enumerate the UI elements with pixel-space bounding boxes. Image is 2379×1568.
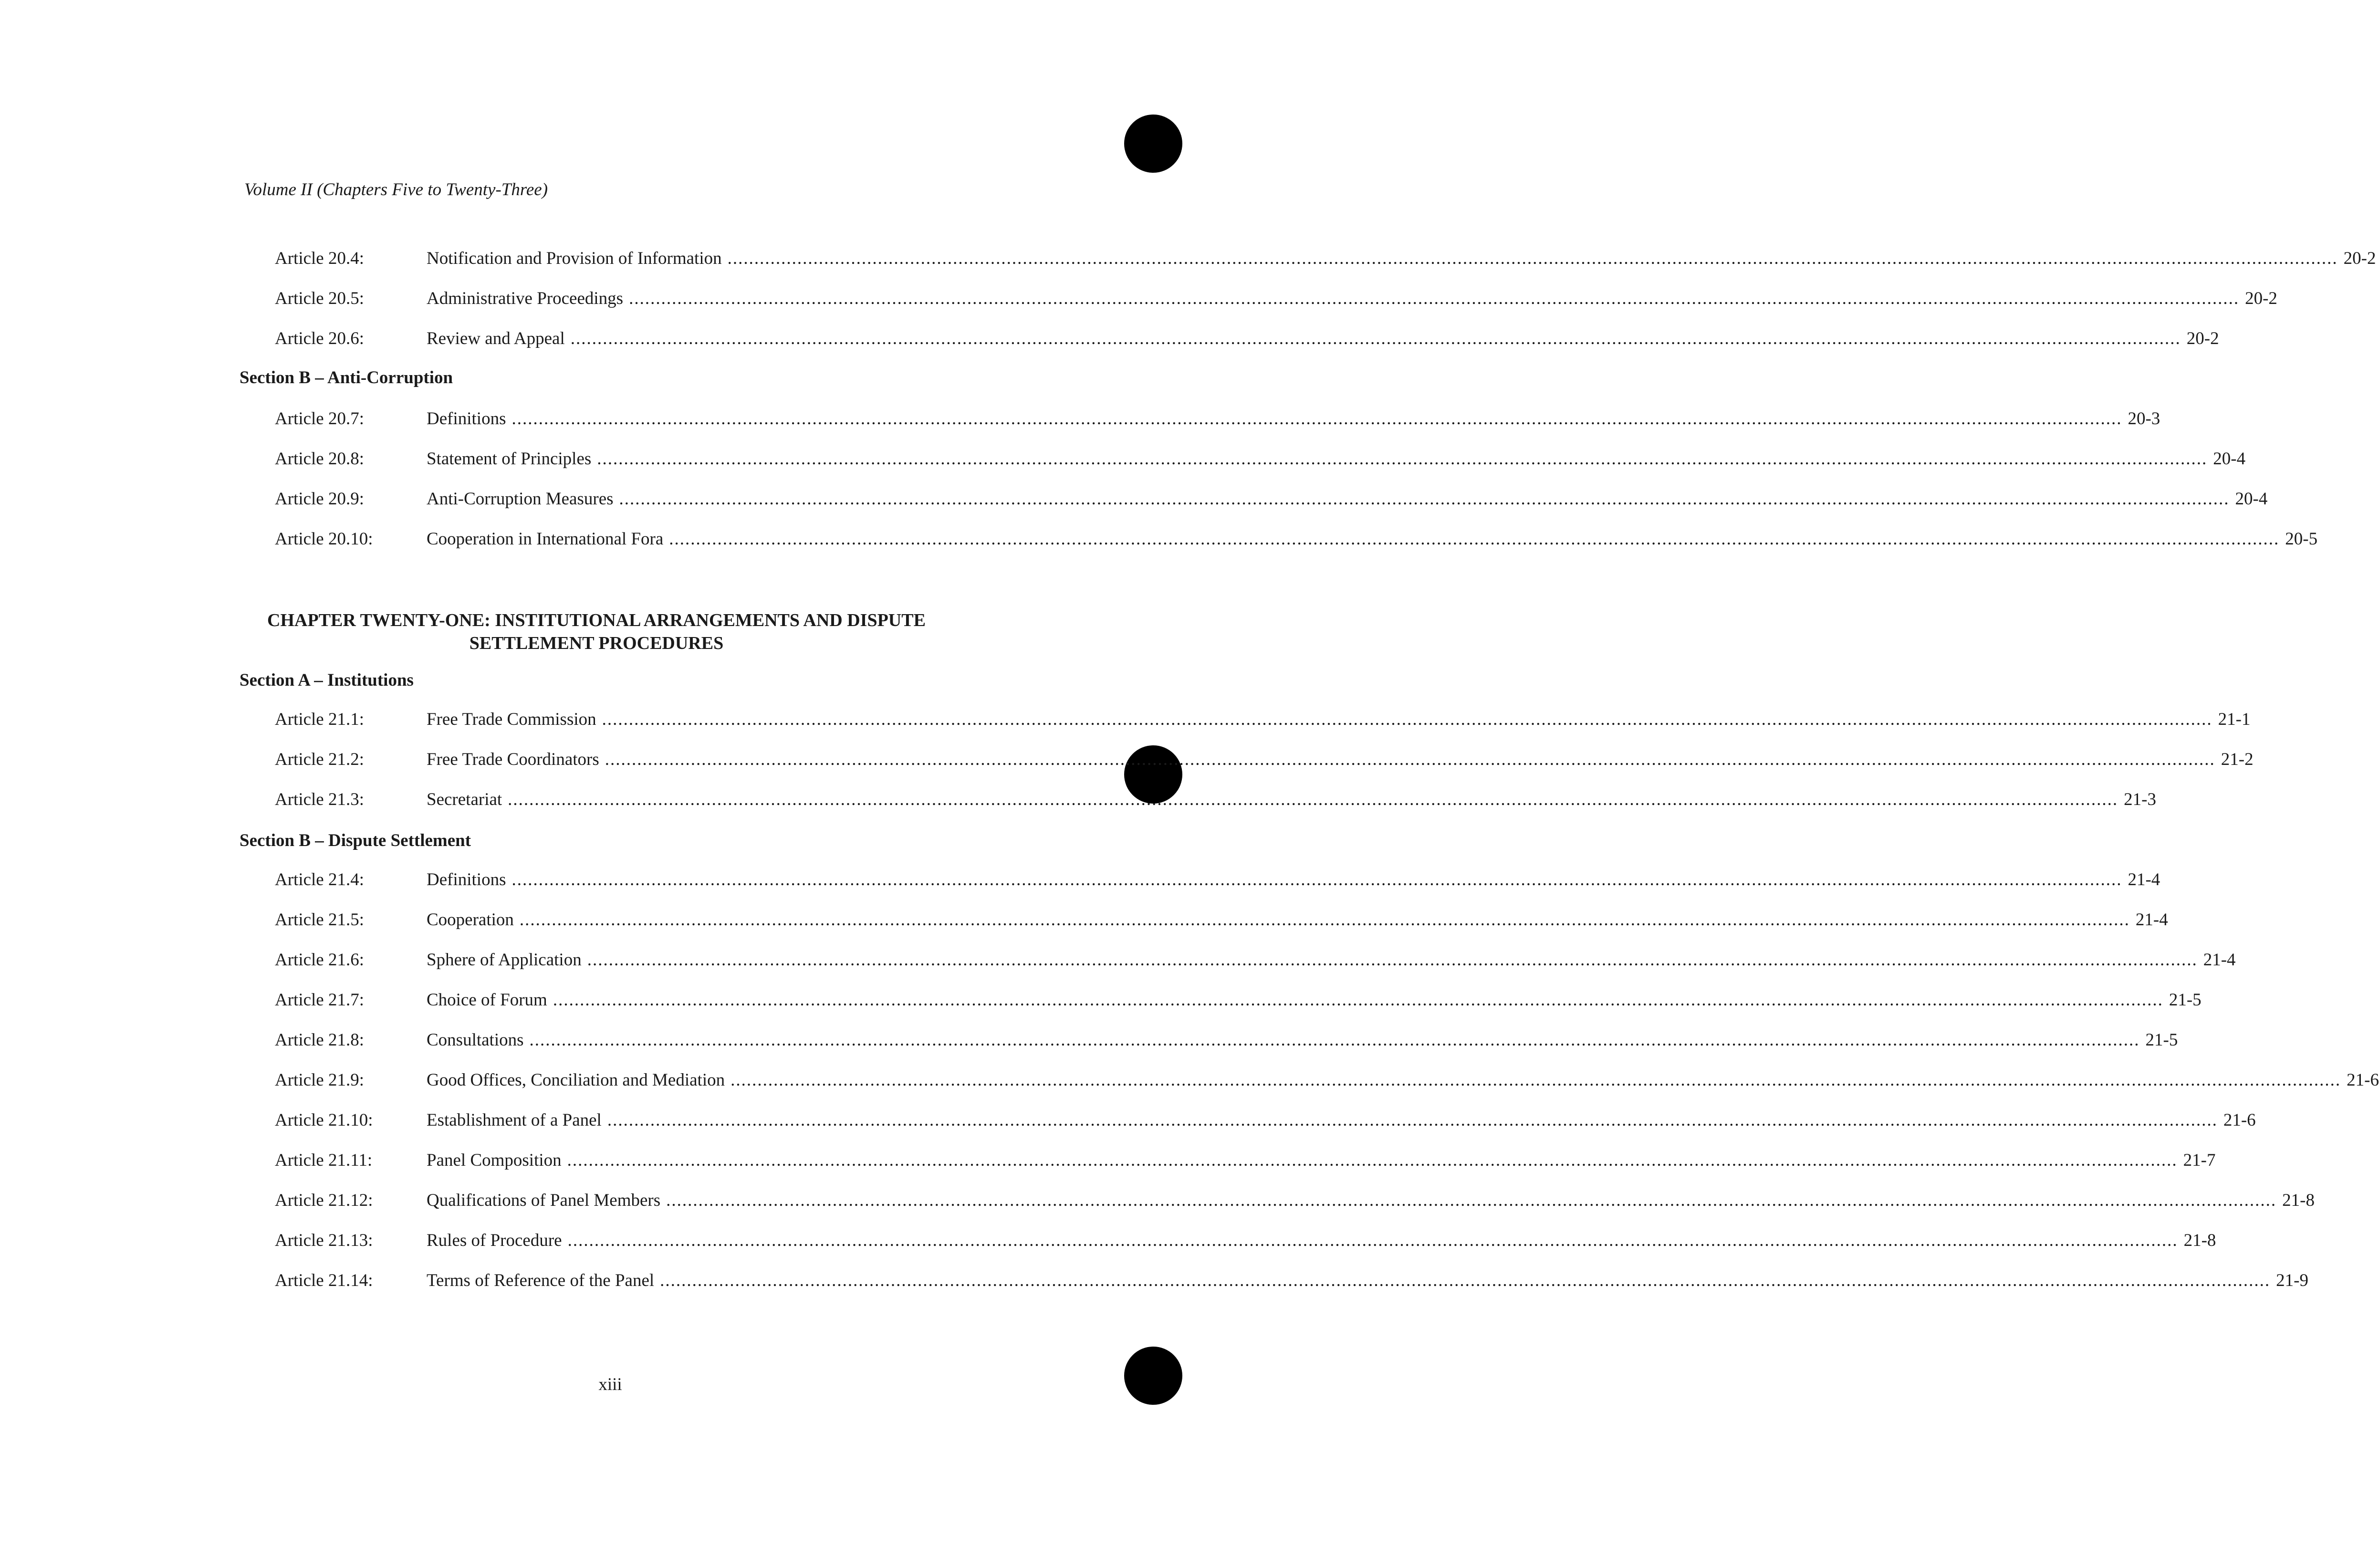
article-number: Article 21.11:: [275, 1150, 373, 1170]
dot-leader: ............................................................................................................................................................................................................................................................................................................: [730, 1070, 2341, 1090]
toc-entry[interactable]: [275, 1270, 2308, 1294]
running-header: Volume II (Chapters Five to Twenty-Three): [244, 180, 548, 199]
page-reference: 20-4: [2213, 449, 2246, 469]
dot-leader: ............................................................................................................................................................................................................................................................................................................: [519, 910, 2130, 930]
section-heading: Section B – Anti-Corruption: [240, 368, 453, 387]
dot-leader: ............................................................................................................................................................................................................................................................................................................: [629, 289, 2240, 308]
page-reference: 21-6: [2223, 1110, 2256, 1130]
article-title: Choice of Forum: [427, 990, 547, 1010]
article-title: Sphere of Application: [427, 950, 582, 970]
article-number: Article 21.7:: [275, 990, 365, 1010]
page-reference: 21-2: [2221, 750, 2254, 769]
dot-leader: ............................................................................................................................................................................................................................................................................................................: [605, 750, 2215, 769]
page-reference: 21-8: [2183, 1231, 2216, 1250]
dot-leader: ............................................................................................................................................................................................................................................................................................................: [567, 1231, 2178, 1250]
article-title: Administrative Proceedings: [427, 289, 624, 308]
article-number: Article 20.7:: [275, 409, 365, 429]
dot-leader: ............................................................................................................................................................................................................................................................................................................: [669, 529, 2280, 549]
page-reference: 21-9: [2276, 1271, 2308, 1290]
article-number: Article 20.9:: [275, 489, 365, 509]
page-reference: 20-2: [2343, 249, 2376, 268]
page-reference: 20-2: [2186, 329, 2219, 348]
toc-entry[interactable]: [275, 489, 2268, 512]
toc-entry[interactable]: [275, 789, 2156, 813]
toc-entry[interactable]: [275, 288, 2277, 312]
page-reference: 21-4: [2203, 950, 2236, 970]
dot-leader: ............................................................................................................................................................................................................................................................................................................: [511, 870, 2122, 889]
article-title: Statement of Principles: [427, 449, 592, 469]
dot-leader: ............................................................................................................................................................................................................................................................................................................: [602, 710, 2212, 729]
article-title: Cooperation in International Fora: [427, 529, 664, 549]
dot-leader: ............................................................................................................................................................................................................................................................................................................: [660, 1271, 2271, 1290]
dot-leader: ............................................................................................................................................................................................................................................................................................................: [587, 950, 2198, 970]
article-number: Article 21.2:: [275, 750, 365, 769]
article-title: Free Trade Coordinators: [427, 750, 599, 769]
dot-leader: ............................................................................................................................................................................................................................................................................................................: [666, 1191, 2277, 1210]
punch-hole-top: [1124, 115, 1182, 173]
page-reference: 21-6: [2347, 1070, 2379, 1090]
article-title: Panel Composition: [427, 1150, 562, 1170]
article-title: Qualifications of Panel Members: [427, 1191, 661, 1210]
chapter-title: [224, 609, 969, 655]
page-reference: 21-4: [2128, 870, 2160, 889]
page-reference: 21-5: [2169, 990, 2202, 1010]
page-reference: 20-5: [2285, 529, 2318, 549]
article-title: Anti-Corruption Measures: [427, 489, 614, 509]
toc-entry[interactable]: [275, 909, 2168, 933]
dot-leader: ............................................................................................................................................................................................................................................................................................................: [607, 1110, 2218, 1130]
article-number: Article 21.5:: [275, 910, 365, 930]
toc-entry[interactable]: [275, 529, 2318, 553]
toc-entry[interactable]: [275, 1230, 2216, 1254]
toc-entry[interactable]: [275, 449, 2246, 472]
toc-entry[interactable]: [275, 328, 2219, 352]
section-heading: Section B – Dispute Settlement: [240, 831, 471, 850]
article-title: Cooperation: [427, 910, 514, 930]
dot-leader: ............................................................................................................................................................................................................................................................................................................: [511, 409, 2122, 429]
article-title: Establishment of a Panel: [427, 1110, 602, 1130]
article-number: Article 21.1:: [275, 710, 365, 729]
toc-entry[interactable]: [275, 1190, 2315, 1214]
toc-entry[interactable]: [275, 1110, 2256, 1134]
section-heading: Section A – Institutions: [240, 670, 414, 690]
page-reference: 21-1: [2218, 710, 2251, 729]
article-title: Good Offices, Conciliation and Mediation: [427, 1070, 725, 1090]
page-reference: 20-3: [2128, 409, 2160, 429]
article-number: Article 20.5:: [275, 289, 365, 308]
article-number: Article 21.12:: [275, 1191, 373, 1210]
toc-entry[interactable]: [275, 869, 2160, 893]
dot-leader: ............................................................................................................................................................................................................................................................................................................: [570, 329, 2181, 348]
page-number-footer: xiii: [598, 1375, 622, 1394]
toc-entry[interactable]: [275, 1150, 2216, 1174]
toc-entry[interactable]: [275, 749, 2254, 773]
dot-leader: ............................................................................................................................................................................................................................................................................................................: [529, 1030, 2140, 1050]
dot-leader: ............................................................................................................................................................................................................................................................................................................: [597, 449, 2208, 469]
article-number: Article 21.4:: [275, 870, 365, 889]
page-reference: 21-3: [2124, 790, 2156, 809]
toc-entry[interactable]: [275, 408, 2160, 432]
article-title: Notification and Provision of Information: [427, 249, 722, 268]
article-number: Article 20.8:: [275, 449, 365, 469]
dot-leader: ............................................................................................................................................................................................................................................................................................................: [567, 1150, 2178, 1170]
article-number: Article 21.9:: [275, 1070, 365, 1090]
toc-entry[interactable]: [275, 248, 2376, 272]
dot-leader: ............................................................................................................................................................................................................................................................................................................: [508, 790, 2118, 809]
page-reference: 21-7: [2183, 1150, 2216, 1170]
page-reference: 21-5: [2145, 1030, 2178, 1050]
article-title: Definitions: [427, 409, 506, 429]
dot-leader: ............................................................................................................................................................................................................................................................................................................: [553, 990, 2163, 1010]
toc-entry[interactable]: [275, 990, 2202, 1014]
toc-entry[interactable]: [275, 1070, 2379, 1094]
chapter-title-line-1: CHAPTER TWENTY-ONE: INSTITUTIONAL ARRANGEMENTS AND DISPUTE: [267, 610, 926, 630]
article-title: Review and Appeal: [427, 329, 565, 348]
article-number: Article 21.14:: [275, 1271, 373, 1290]
page-reference: 21-8: [2282, 1191, 2315, 1210]
toc-entry[interactable]: [275, 950, 2236, 973]
page-reference: 20-2: [2245, 289, 2277, 308]
article-number: Article 21.8:: [275, 1030, 365, 1050]
chapter-title-line-2: SETTLEMENT PROCEDURES: [469, 633, 724, 653]
article-number: Article 21.13:: [275, 1231, 373, 1250]
article-title: Definitions: [427, 870, 506, 889]
page-reference: 21-4: [2135, 910, 2168, 930]
article-number: Article 20.6:: [275, 329, 365, 348]
article-number: Article 21.10:: [275, 1110, 373, 1130]
article-title: Rules of Procedure: [427, 1231, 562, 1250]
dot-leader: ............................................................................................................................................................................................................................................................................................................: [727, 249, 2338, 268]
article-title: Secretariat: [427, 790, 502, 809]
article-title: Free Trade Commission: [427, 710, 596, 729]
article-number: Article 21.6:: [275, 950, 365, 970]
article-title: Consultations: [427, 1030, 524, 1050]
article-number: Article 21.3:: [275, 790, 365, 809]
page-reference: 20-4: [2235, 489, 2268, 509]
article-number: Article 20.10:: [275, 529, 373, 549]
toc-entry[interactable]: [275, 709, 2251, 733]
article-number: Article 20.4:: [275, 249, 365, 268]
toc-entry[interactable]: [275, 1030, 2178, 1054]
dot-leader: ............................................................................................................................................................................................................................................................................................................: [619, 489, 2230, 509]
article-title: Terms of Reference of the Panel: [427, 1271, 655, 1290]
